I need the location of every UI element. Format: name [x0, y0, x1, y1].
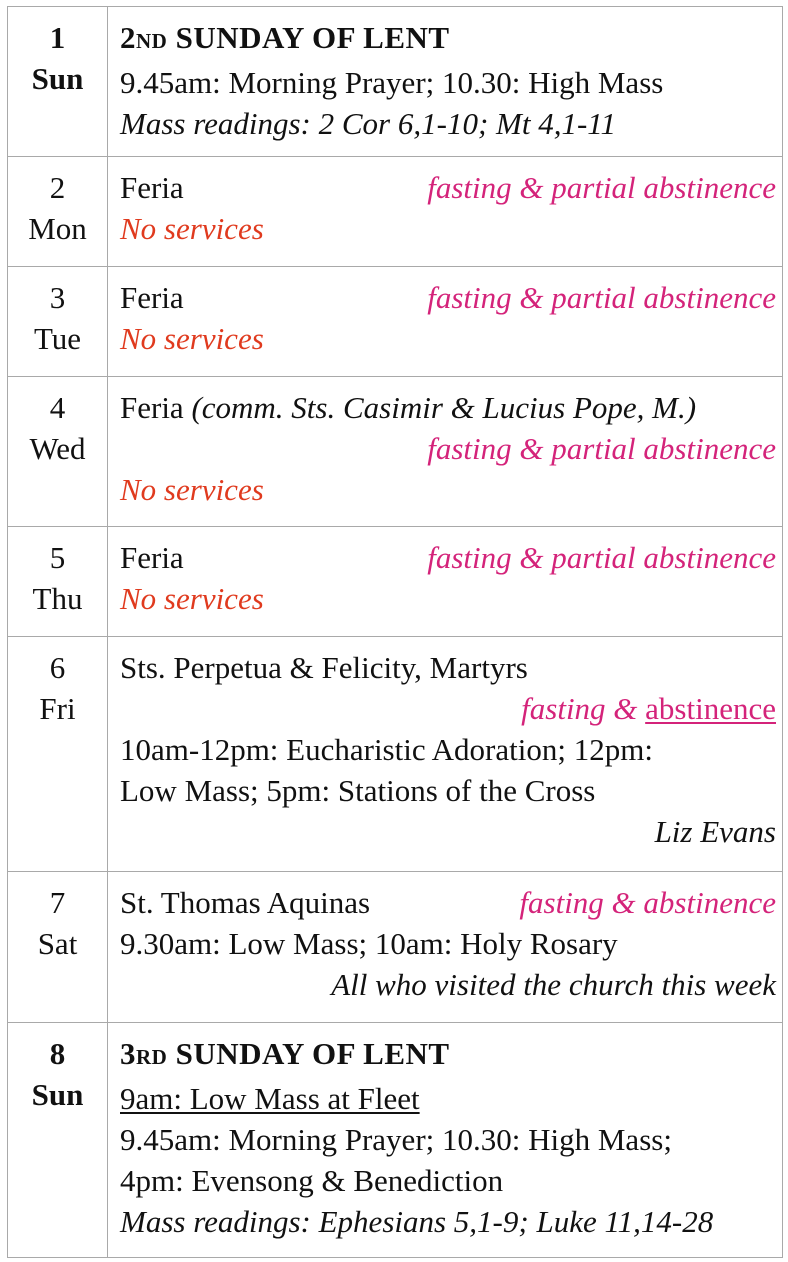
calendar-row — [8, 157, 783, 267]
title-ordinal: 2 — [120, 20, 136, 55]
weekday: Fri — [39, 691, 76, 726]
weekday: Tue — [33, 321, 82, 356]
feast-title: Feria — [120, 280, 184, 315]
day-number: 6 — [49, 650, 66, 685]
fasting-note: fasting & partial abstinence — [427, 540, 776, 575]
fasting-note: fasting & partial abstinence — [427, 431, 776, 466]
title-ordinal: 3 — [120, 1036, 136, 1071]
title-text: SUNDAY OF LENT — [167, 1036, 450, 1071]
title-text: SUNDAY OF LENT — [167, 20, 450, 55]
feast-title: Feria — [120, 540, 184, 575]
fasting-note — [120, 688, 776, 729]
title-line — [120, 277, 776, 318]
title-line — [120, 882, 776, 923]
calendar-row — [8, 1023, 783, 1258]
day-number: 1 — [49, 20, 66, 55]
fasting-note: fasting & abstinence — [519, 885, 776, 920]
no-services-note: No services — [120, 581, 264, 616]
entry-cell — [108, 7, 783, 157]
no-services-note: No services — [120, 321, 264, 356]
mass-readings: Mass readings: Ephesians 5,1-9; Luke 11,14-28 — [120, 1204, 714, 1239]
weekday: Mon — [28, 211, 87, 246]
calendar-row — [8, 527, 783, 637]
fasting-note: fasting & partial abstinence — [427, 170, 776, 205]
feast-title — [120, 387, 776, 428]
day-number: 8 — [49, 1036, 66, 1071]
entry-cell — [108, 1023, 783, 1258]
feast-title: Sts. Perpetua & Felicity, Martyrs — [120, 650, 528, 685]
day-number: 2 — [49, 170, 66, 205]
day-number: 4 — [49, 390, 66, 425]
mass-intention: All who visited the church this week — [331, 967, 776, 1002]
calendar-row — [8, 7, 783, 157]
commemoration: (comm. Sts. Casimir & Lucius Pope, M.) — [183, 390, 697, 425]
mass-readings: Mass readings: 2 Cor 6,1-10; Mt 4,1-11 — [120, 106, 616, 141]
feast-title — [120, 1033, 776, 1078]
entry-cell — [108, 377, 783, 527]
service-schedule: 9.30am: Low Mass; 10am: Holy Rosary — [120, 926, 618, 961]
date-cell — [8, 377, 108, 527]
title-ordinal-suffix: RD — [136, 1045, 168, 1069]
fasting-note: fasting & partial abstinence — [427, 280, 776, 315]
calendar-table — [7, 6, 783, 1258]
title-line — [120, 167, 776, 208]
date-cell — [8, 267, 108, 377]
feast-title: St. Thomas Aquinas — [120, 885, 371, 920]
service-schedule: Low Mass; 5pm: Stations of the Cross — [120, 773, 596, 808]
title-ordinal-suffix: ND — [136, 29, 168, 53]
date-cell — [8, 157, 108, 267]
calendar-row — [8, 872, 783, 1023]
weekday: Sun — [31, 1077, 84, 1112]
no-services-note: No services — [120, 211, 264, 246]
day-number: 7 — [49, 885, 66, 920]
entry-cell — [108, 872, 783, 1023]
no-services-note: No services — [120, 472, 264, 507]
date-cell — [8, 637, 108, 872]
calendar-row — [8, 377, 783, 527]
service-schedule: 4pm: Evensong & Benediction — [120, 1163, 504, 1198]
feast-title: Feria — [120, 170, 184, 205]
service-schedule: 9.45am: Morning Prayer; 10.30: High Mass; — [120, 1122, 672, 1157]
day-number: 5 — [49, 540, 66, 575]
date-cell — [8, 7, 108, 157]
calendar-row — [8, 267, 783, 377]
mass-intention: Liz Evans — [654, 814, 776, 849]
service-schedule: 10am-12pm: Eucharistic Adoration; 12pm: — [120, 732, 653, 767]
entry-cell — [108, 527, 783, 637]
title-line — [120, 537, 776, 578]
date-cell — [8, 527, 108, 637]
abstinence-emphasis: abstinence — [645, 691, 776, 726]
fasting-note-text: fasting & — [521, 691, 646, 726]
day-number: 3 — [49, 280, 66, 315]
calendar-row — [8, 637, 783, 872]
weekday: Wed — [29, 431, 86, 466]
entry-cell — [108, 157, 783, 267]
service-schedule: 9.45am: Morning Prayer; 10.30: High Mass — [120, 65, 664, 100]
date-cell — [8, 1023, 108, 1258]
extra-service: 9am: Low Mass at Fleet — [120, 1081, 420, 1116]
weekday: Sun — [31, 61, 84, 96]
weekday: Sat — [37, 926, 78, 961]
entry-cell — [108, 637, 783, 872]
feast-name: Feria — [120, 390, 184, 425]
feast-title — [120, 17, 776, 62]
entry-cell — [108, 267, 783, 377]
weekday: Thu — [32, 581, 83, 616]
date-cell — [8, 872, 108, 1023]
